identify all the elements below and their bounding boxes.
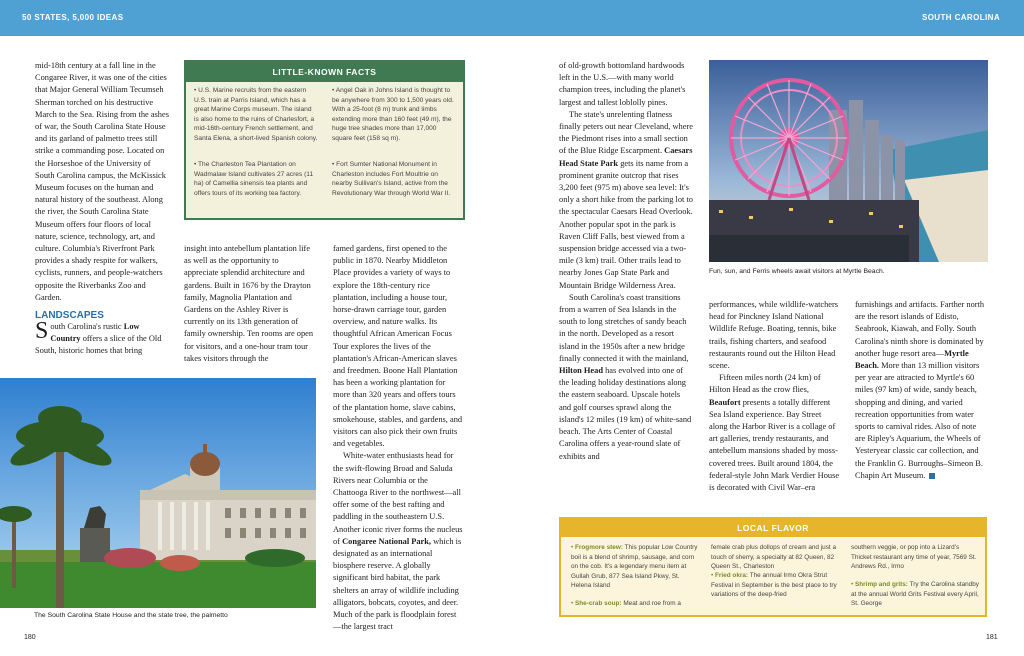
book-title: 50 STATES, 5,000 IDEAS [22, 13, 124, 22]
fact-item: • Angel Oak in Johns Island is thought to be anywhere from 300 to 1,500 years old. With a 25-foot (8 m) trunk and limbs extending more than 160 feet (49 m), the huge tree shades more than 17,000 square feet (158 sq m). [332, 87, 454, 142]
col3-text-1: famed gardens, first opened to the public in 1870. Nearby Middleton Place provides a variety of ways to explore the 18th-century rice plantation, including a house tour, horse-drawn carriage tour, garden overview, and nature walks. Its thoughtful African American Focus Tour explores the lives of the plantation's African-American slaves and freedmen. Boone Hall Plantation has been a working plantation for more than 320 years and offers tours of the plantation home, slave cabins, smokehouse, stables, and gardens, and visitors can also pick their own fruits and vegetables. [333, 244, 463, 449]
col3-text-2: White-water enthusiasts head for the swift-flowing Broad and Saluda Rivers near Columbia or the Chattooga River to the northwest—all offer some of the best rafting and paddling in the southeastern U.S. Another iconic river forms the nucleus of Congaree National Park, which is designated as an international biosphere reserve. A globally significant bird habitat, the park shelters an array of wildlife including alligators, bobcats, coyotes, and deer. Much of the park is floodplain forest—the largest tract [333, 451, 463, 632]
fact-item: • The Charleston Tea Plantation on Wadmalaw Island cultivates 27 acres (11 ha) of Camellia sinensis tea plants and offers tours of its working tea factory. [194, 161, 314, 197]
section-heading-landscapes: LANDSCAPES [35, 310, 104, 322]
flavor-item: • She-crab soup: Meat and roe from a [571, 600, 681, 607]
flavor-item: • Fried okra: The annual Irmo Okra Strut Festival in September is the best place to try variations of the deep-fried [711, 572, 837, 599]
flavor-item: female crab plus dollops of cream and just a touch of sherry, a specialty at 82 Queen, 82 Queen St., Charleston [711, 544, 837, 571]
ferris-wheel-illustration [709, 60, 988, 262]
header-bar [0, 0, 1024, 36]
column-5 [709, 299, 841, 494]
drop-cap: S [35, 318, 49, 345]
state-house-illustration [0, 378, 316, 608]
column-2 [184, 243, 315, 365]
col1-text: mid-18th century at a fall line in the Congaree River, it was one of the cities that Major General William Tecumseh Sherman torched on his destructive March to the Sea. Rising from the ashes of war, the South Carolina State House and its garland of palmetto trees still strike a commanding pose. Located on the Horseshoe of the University of South Carolina campus, the McKissick Museum focuses on the human and natural history of the southeast. Along the river, the South Carolina State Museum offers four floors of local nature, science, technology, art, and culture. Columbia's Riverfront Park provides a shady respite for walkers, cyclists, runners, and people-watchers opposite the Riverbanks Zoo and Garden. [35, 61, 169, 302]
flavor-item: southern veggie, or pop into a Lizard's Thicket restaurant any time of year, 7569 St. Andrews Rd., Irmo [851, 544, 977, 571]
col4-text-1: of old-growth bottomland hardwoods left in the U.S.—with many world champion trees, including the planet's largest and tallest loblolly pines. [559, 61, 686, 107]
landscapes-paragraph: South Carolina's rustic Low Country offers a slice of the Old South, historic homes that bring [35, 318, 162, 356]
flavor-item: • Shrimp and grits: Try the Carolina standby at the annual World Grits Festival every April, St. George [851, 581, 979, 608]
end-mark-icon [929, 473, 935, 479]
col4-text-2: The state's unrelenting flatness finally peters out near Cleveland, where the Piedmont rises into a small section of the Blue Ridge Escarpment. Caesars Head State Park gets its name from a prominent granite outcrop that rises 3,200 feet (975 m) above sea level: It's only a short hike from the parking lot to the spectacular Caesars Head Overlook. Another popular spot in the park is Raven Cliff Falls, best viewed from a suspension bridge accessed via a two-mile (3 km) trail. Other trails lead to nearby Jones Gap State Park and Mountain Bridge Wilderness Area. [559, 109, 693, 290]
col4-text-3: South Carolina's coast transitions from a warren of Sea Islands in the south to long stretches of sandy beach in the north. Developed as a resort island in the 1950s after a new bridge finally connected it with the mainland, Hilton Head has evolved into one of the leading holiday destinations along the eastern seaboard. Upscale hotels and golf courses sprawl along the island's 12 miles (19 km) of white-sand beach. The Arts Center of Coastal Carolina offers a year-round slate of exhibits and [559, 292, 692, 461]
column-6 [855, 299, 988, 482]
state-house-caption: The South Carolina State House and the state tree, the palmetto [34, 612, 228, 619]
fact-item: • U.S. Marine recruits from the eastern U.S. train at Parris Island, which has a great Marine Corps museum. The island is also home to the ruins of Charlesfort, a mid-16th-century French settlement, and Santa Elena, a short-lived Spanish colony. [194, 87, 318, 142]
myrtle-beach-caption: Fun, sun, and Ferris wheels await visitors at Myrtle Beach. [709, 268, 885, 275]
flavor-title: LOCAL FLAVOR [561, 519, 985, 537]
state-house-photo [0, 378, 316, 608]
chapter-title: SOUTH CAROLINA [921, 13, 1000, 22]
fact-item: • Fort Sumter National Monument in Charleston includes Fort Moultrie on nearby Sullivan's Island, active from the Revolutionary War through World War II. [332, 161, 451, 197]
col6-text: furnishings and artifacts. Farther north are the resort islands of Edisto, Seabrook, Kiawah, and Folly. South Carolina's ninth shore is dominated by another huge resort area—Myrtle Beach. More than 13 million visitors per year are attracted to Myrtle's 60 miles (97 km) of wide, sandy beach, shopping and dining, and varied recreation opportunities from water sports to carnival rides. Also of note are Ripley's Aquarium, the Wheels of Yesteryear classic car collection, and the Franklin G. Burroughs–Simeon B. Chapin Art Museum. [855, 300, 985, 480]
col5-text-1: performances, while wildlife-watchers head for Pinckney Island National Wildlife Refuge. Boating, tennis, bike trails, fishing charters, and seafood restaurants round out the Hilton Head scene. [709, 300, 839, 371]
col5-text-2: Fifteen miles north (24 km) of Hilton Head as the crow flies, Beaufort presents a totally different Sea Island experience. Bay Street along the Harbor River is a collage of art galleries, trendy restaurants, and antebellum mansions shaded by moss-covered trees. Built around 1804, the federal-style John Mark Verdier House is decorated with Civil War–era [709, 373, 840, 493]
column-3 [333, 243, 463, 634]
local-flavor-box [559, 517, 987, 617]
page-number-right: 181 [986, 634, 998, 641]
little-known-facts-box [184, 60, 465, 220]
column-4 [559, 60, 693, 463]
column-1 [35, 60, 171, 358]
myrtle-beach-photo [709, 60, 988, 262]
page-number-left: 180 [24, 634, 36, 641]
flavor-item: • Frogmore stew: This popular Low Country boil is a blend of shrimp, sausage, and corn on the cob. It's a legendary menu item at Gullah Grub, 877 Sea Island Pkwy, St. Helena Island [571, 544, 698, 590]
col2-text: insight into antebellum plantation life as well as the opportunity to appreciate splendid architecture and gardens. Built in 1676 by the Drayton family, Magnolia Plantation and Gardens on the Ashley River is currently on its 13th generation of family ownership. Ten rooms are open for visitors, and a one-hour tram tour takes visitors through the [184, 244, 314, 363]
facts-title: LITTLE-KNOWN FACTS [186, 62, 463, 82]
